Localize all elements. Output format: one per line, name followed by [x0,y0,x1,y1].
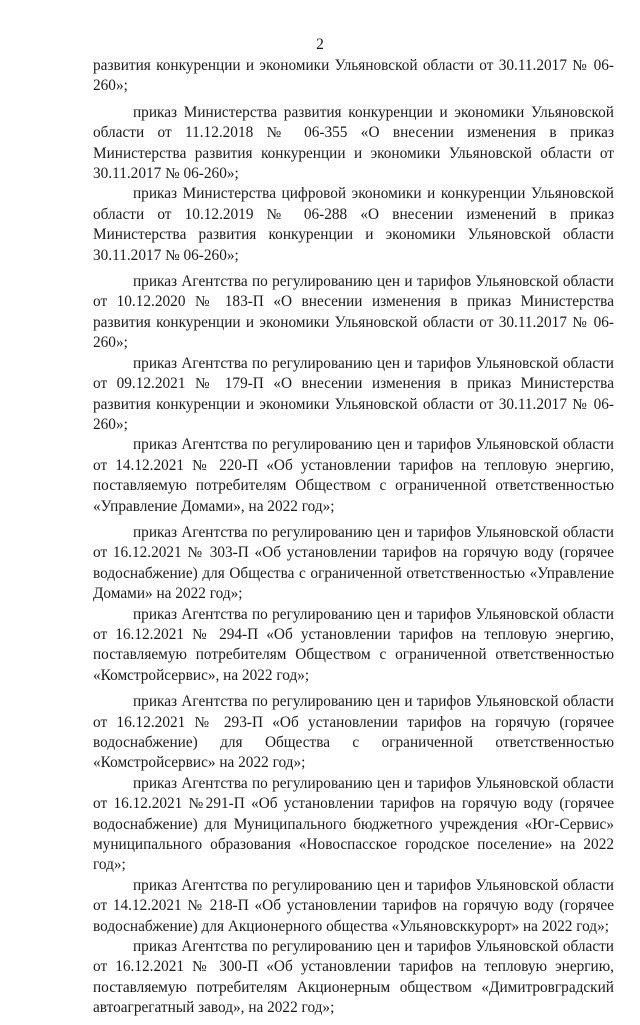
paragraph-order-179-p: приказ Агентства по регулированию цен и тарифов Ульяновской области от 09.12.2021 № 179-П «О внесении изменения в приказ Министерства развития конкуренции и экономики Ульяновской области от 30.11.2017 № 06-260»; [93,354,614,433]
paragraph-order-220-p: приказ Агентства по регулированию цен и тарифов Ульяновской области от 14.12.2021 № 220-П «Об установлении тарифов на тепловую энергию, поставляемую потребителям Обществом с ограниченной ответственностью «Управление Домами», на 2022 год»; [93,436,614,515]
paragraph-order-303-p: приказ Агентства по регулированию цен и тарифов Ульяновской области от 16.12.2021 № 303-П «Об установлении тарифов на горячую воду (горячее водоснабжение) для Общества с ограниченной ответственностью «Управление Домами» на 2022 год»; [93,523,614,603]
document-body [93,56,614,1025]
paragraph-order-294-p: приказ Агентства по регулированию цен и тарифов Ульяновской области от 16.12.2021 № 294-П «Об установлении тарифов на тепловую энергию, поставляемую потребителям Обществом с ограниченной ответственностью «Комстройсервис», на 2022 год»; [93,605,614,684]
paragraph-order-06-288: приказ Министерства цифровой экономики и конкуренции Ульяновской области от 10.12.2019 № 06-288 «О внесении изменений в приказ Министерства развития конкуренции и экономики Ульяновской области 30.11.2017 № 06-260»; [93,185,614,264]
paragraph-order-291-p: приказ Агентства по регулированию цен и тарифов Ульяновской области от 16.12.2021 №291-П «Об установлении тарифов на горячую воду (горячее водоснабжение) для Муниципального бюджетного учреждения «Юг-Сервис» муниципального образования «Новоспасское городское поселение» на 2022 год»; [93,774,614,874]
paragraph-order-183-p: приказ Агентства по регулированию цен и тарифов Ульяновской области от 10.12.2020 № 183-П «О внесении изменения в приказ Министерства развития конкуренции и экономики Ульяновской области от 30.11.2017 № 06-260»; [93,273,614,352]
paragraph-order-06-355: приказ Министерства развития конкуренции и экономики Ульяновской области от 11.12.2018 № 06-355 «О внесении изменения в приказ Министерства развития конкуренции и экономики Ульяновской области от 30.11.2017 № 06-260»; [93,103,614,183]
paragraph-continuation: развития конкуренции и экономики Ульяновской области от 30.11.2017 № 06-260»; [93,57,614,95]
paragraph-order-218-p: приказ Агентства по регулированию цен и тарифов Ульяновской области от 14.12.2021 № 218-П «Об установлении тарифов на горячую воду (горячее водоснабжение) для Акционерного общества «Ульяновсккурорт» на 2022 год»; [93,876,614,935]
paragraph-order-300-p: приказ Агентства по регулированию цен и тарифов Ульяновской области от 16.12.2021 № 300-П «Об установлении тарифов на тепловую энергию, поставляемую потребителям Акционерным обществом «Димитровградский автоагрегатный завод», на 2022 год»; [93,938,614,1017]
paragraph-order-293-p: приказ Агентства по регулированию цен и тарифов Ульяновской области от 16.12.2021 № 293-П «Об установлении тарифов на горячую (горячее водоснабжение) для Общества с ограниченной ответственностью «Комстройсервис» на 2022 год»; [93,693,614,772]
page-number: 2 [316,36,324,53]
